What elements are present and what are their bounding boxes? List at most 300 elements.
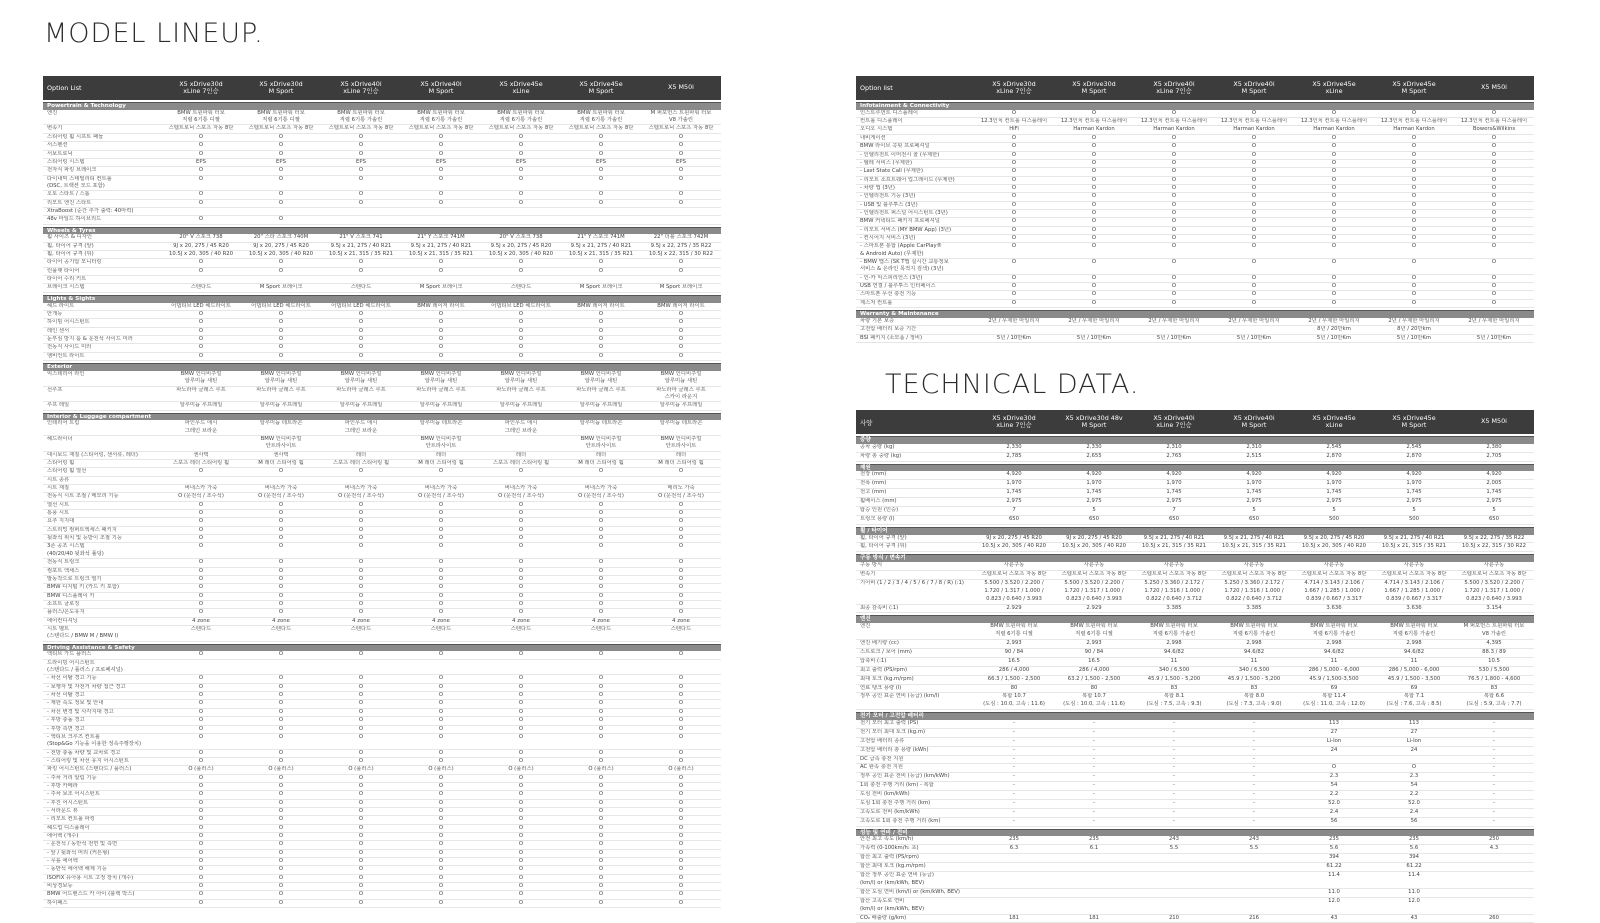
row-value: O [198,824,204,831]
row-label: 트렁크 용량 (l) [860,515,895,522]
row-value: O [438,510,444,517]
row-label: - 인텔리전트 이머전시 콜 (무제한) [860,151,940,158]
row-label: 변속기 [47,125,63,132]
row-value: O [518,167,524,174]
row-value: O [1251,143,1257,150]
row-value: O [358,899,364,906]
row-value: O [198,352,204,359]
row-value: O [1251,159,1257,166]
row-value: O [358,725,364,732]
row-value: - [1093,782,1095,789]
row-value: O [518,700,524,707]
row-value: BMW 트윈파워 터보 직렬 6기통 디젤 [1070,623,1118,638]
table-row [856,756,1534,765]
row-value: - [1493,791,1495,798]
row-value: 20" V 스포크 738 [499,234,543,241]
row-value: O [1171,151,1177,158]
row-value: O [438,733,444,740]
table-row [856,685,1534,694]
row-value: 복합 6.6 (도심 : 5.9, 고속 : 7.7) [1466,693,1522,708]
row-value: O [598,142,604,149]
row-value: O [598,791,604,798]
row-value: 4,920 [1006,471,1022,478]
row-value: 5년 / 10만Km [1156,334,1192,341]
table-row [856,126,1534,134]
row-value: O [198,749,204,756]
row-value: O [678,799,684,806]
row-value: O [358,891,364,898]
row-value: 3.636 [1326,604,1342,611]
lineup-table-right [856,76,1534,343]
row-value: 9.5J x 21, 275 / 40 R21 [570,242,632,249]
row-value [161,477,241,484]
row-label: 고전압 배터리 보증 기간 [860,326,917,333]
row-label: - 후진 어시스턴트 [47,799,89,806]
row-value: O [198,526,204,533]
row-label: 고전압 배터리 종류 [860,737,905,744]
row-value: O [1251,226,1257,233]
row-value: O [1011,168,1017,175]
row-value: O [438,526,444,533]
row-value: 5.5 [1169,845,1179,852]
row-value: O [198,700,204,707]
row-value: O [198,216,204,223]
table-row [43,527,721,535]
row-value: 9J x 20, 275 / 45 R20 [173,242,229,249]
row-value: - [1173,719,1175,726]
row-value: O [278,352,284,359]
row-value: O [438,501,444,508]
row-value: O [438,335,444,342]
header-model: X5 xDrive30d 48v M Sport [1065,413,1123,429]
row-value: O [598,874,604,881]
row-value: O [358,782,364,789]
row-value: O [598,849,604,856]
row-value: O [438,858,444,864]
row-value: O [1171,243,1177,250]
row-label: 차량 기본 보증 [860,317,895,324]
row-label: 플러스/온도유지 [47,609,85,616]
row-value: 7 [1012,506,1016,513]
row-value: O [198,717,204,724]
row-value: 11.4 [1328,872,1340,879]
row-value: O [1171,201,1177,208]
row-value: O [438,692,444,699]
row-value: O [438,757,444,764]
row-value: O [1091,184,1097,191]
row-value: O [598,133,604,140]
row-value [561,208,641,215]
row-value: O [198,692,204,699]
row-value [481,216,561,223]
row-value: O [1171,168,1177,175]
row-value: 1,970 [1406,480,1422,487]
row-value: O [358,526,364,533]
row-label: - BMW 맵스 (SK T맵 실시간 교통정보 서비스 & 온라인 목적지 검색) (3년) [860,258,949,273]
row-value: M 레더 스티어링 휠 [658,460,704,467]
row-value: 2,975 [1326,498,1342,505]
row-value: O [1171,143,1177,150]
row-label: 통풍 시트 [47,510,70,517]
row-value: 10.5J x 20, 305 / 40 R20 [981,543,1047,550]
row-value: 1,745 [1326,489,1342,496]
row-value: 235 [1408,836,1420,843]
row-label: - 텔레 서비스 (무제한) [860,159,913,166]
row-value: 45.9 / 1,500 - 3,500 [1387,675,1441,682]
row-value: O [358,543,364,550]
row-value: 2,870 [1406,452,1422,459]
row-value: O [198,535,204,542]
row-value: 11 [1330,657,1338,664]
row-value: O [1171,134,1177,141]
row-value: O [278,757,284,764]
row-value: O [518,883,524,890]
row-value: 스탠다드 [190,284,212,291]
row-value: O [598,774,604,781]
row-label: 탑승 인원 (인승) [860,506,899,513]
row-value: - [1173,808,1175,815]
row-value: O [278,518,284,525]
row-value: - [1093,808,1095,815]
row-value: 1,970 [1246,480,1262,487]
row-value: 12.3인치 컨트롤 디스플레이 [980,118,1048,125]
row-value: 4 zone [672,617,690,624]
row-value: O [1011,243,1017,250]
row-label: 제스처 컨트롤 [860,299,893,306]
row-value [481,436,561,451]
row-value: 10.5 [1488,657,1500,664]
row-value: O [198,344,204,351]
row-value: O [278,319,284,326]
row-value: O [678,575,684,582]
row-label: - 보행자 및 자전거 차량 접근 경고 [47,683,126,690]
row-value: O [358,468,364,475]
section-title: Exterior [43,363,721,371]
row-value: O [358,675,364,682]
row-value: O [438,352,444,359]
row-value: O [598,526,604,533]
row-value: O [198,782,204,789]
row-value: O [438,725,444,732]
row-value: O [518,526,524,533]
row-value [401,216,481,223]
table-row [856,152,1534,160]
row-value: - [1493,817,1495,824]
table-row [43,216,721,224]
row-value: O [678,501,684,508]
row-value: O [678,774,684,781]
row-value: O [518,142,524,149]
row-label: 변속기 [860,570,876,577]
row-value: O [1411,176,1417,183]
row-value: - [1013,764,1015,771]
row-value: - [1013,800,1015,806]
row-value: O [358,692,364,699]
row-value: 5 [1332,506,1336,513]
section-title: 전기 모터 / 고전압 배터리 [856,712,1534,720]
row-label: 브레이크 시스템 [47,284,85,291]
row-value: O [1411,258,1417,265]
row-label: AC 완속 충전 지원 [860,764,903,771]
row-value: O [278,883,284,890]
row-value: O [278,600,284,607]
row-value: 61.22 [1326,863,1342,870]
row-label: 액티브 가드 플러스 [47,651,92,658]
row-value: - [1093,737,1095,744]
row-value: O [598,609,604,616]
row-value: 90 / 84 [1004,648,1024,655]
row-label: 내비게이션 [860,134,886,141]
row-value: O [598,199,604,206]
row-value: 스탠다드 [350,284,372,291]
row-value: O [678,841,684,848]
table-row [43,825,721,833]
row-value: 10.5J x 20, 305 / 40 R20 [248,251,314,258]
row-value: HiFi [1009,126,1019,133]
row-value: 알루미늄 루프레일 [179,402,223,409]
row-label: 전폭 (mm) [860,480,887,487]
row-label: - 후방 카메라 [47,782,78,789]
row-value: Bowers&Wilkins [1472,126,1516,133]
row-value: O [518,866,524,873]
row-value: 8년 / 20만km [1317,326,1351,333]
row-label: 연료 탱크 용량 (l) [860,684,902,691]
row-value: O [598,651,604,658]
table-row [43,151,721,159]
header-model: X5 xDrive30d xLine 7인승 [992,413,1036,429]
row-value: O [518,501,524,508]
row-label: 스마트폰 무선 충전 기능 [860,291,917,298]
row-label: ISOFIX 유아용 시트 고정 장치 (개수) [47,874,134,881]
row-value: O [678,717,684,724]
table-row [43,468,721,476]
row-value [641,208,721,215]
row-value: O [678,310,684,317]
row-value: 스텝트로닉 스포츠 자동 8단 [488,125,554,132]
row-value: O [358,327,364,334]
table-row [856,235,1534,243]
row-value: O [678,327,684,334]
table-row [43,284,721,292]
row-value: O [1331,176,1337,183]
row-value: O [1251,109,1257,116]
header-model: X5 xDrive40i xLine 7인승 [340,79,382,95]
row-value: O [278,510,284,517]
row-value: 52.0 [1328,800,1340,806]
row-value: O [1491,134,1497,141]
row-value: O [1491,218,1497,225]
row-value: O [278,609,284,616]
row-value: O [678,891,684,898]
row-label: 스티어링 휠 열선 [47,468,87,475]
table-row [856,729,1534,738]
table-row [43,493,721,501]
row-value: O [438,791,444,798]
row-value: 2,330 [1086,443,1102,450]
row-value: O [278,675,284,682]
row-value: 스탠다드 [430,625,452,632]
row-label: BMW 디지털 키 (카드 키 포함) [47,584,120,591]
table-row [43,276,721,284]
row-label: 엔진 [860,623,871,630]
row-value: O [278,849,284,856]
row-value: O [438,319,444,326]
row-value: O [598,858,604,864]
row-value: O [598,683,604,690]
table-row [43,783,721,791]
row-value: O [278,575,284,582]
section-title: Wheels & Tyres [43,227,721,235]
row-value: O [598,807,604,814]
row-value: 9J x 20, 275 / 45 R20 [1066,534,1122,541]
row-value: O [1491,274,1497,281]
row-value: 9J x 20, 275 / 45 R20 [253,242,309,249]
row-value: O [438,774,444,781]
row-label: - 리모트 소프트웨어 업그레이드 (무제한) [860,176,955,183]
row-value: 650 [1248,515,1260,522]
row-value: 286 / 5,000 - 6,000 [1308,666,1360,673]
row-value: O [1171,159,1177,166]
table-row [856,863,1534,872]
row-value: O [518,733,524,740]
row-value: O [198,725,204,732]
row-label: BMW 라이브 콕핏 프로페셔널 [860,143,930,150]
row-value: O [678,199,684,206]
row-value: O [1251,209,1257,216]
row-value: O [1331,193,1337,200]
row-value: O [518,749,524,756]
row-value: O [518,600,524,607]
row-value: 5.6 [1329,845,1339,852]
row-value [1134,854,1214,862]
row-value: O [198,510,204,517]
row-value: - [1173,746,1175,753]
table-row [43,502,721,510]
row-value: O [598,335,604,342]
row-label: - 후방 측면 경고 [47,725,85,732]
row-value: 사륜구동 [1003,562,1025,569]
row-value: O [678,832,684,839]
row-value: 5.500 / 3.520 / 2.200 / 1.720 / 1.317 / 1.000 / 0.823 / 0.640 / 3.993 [1464,579,1524,602]
row-value: - [1253,728,1255,735]
row-value: O [518,609,524,616]
row-value: O [1331,184,1337,191]
row-value: 레더 [515,451,527,458]
row-value: O [1091,143,1097,150]
row-value: O [1331,226,1337,233]
row-value: 파노라마 글래스 루프 [336,386,386,393]
row-value: 5.250 / 3.360 / 2.172 / 1.720 / 1.316 / 1.000 / 0.822 / 0.640 / 3.712 [1144,579,1204,602]
row-value: 4,920 [1326,471,1342,478]
row-value: BMW 인디비주얼 알루미늄 새틴 [180,370,222,385]
row-label: 대시보드 재질 (스티어링, 센서류, 레더) [47,451,138,458]
row-value: O [598,816,604,823]
row-value: 11 [1410,657,1418,664]
row-value: O [1331,218,1337,225]
row-value: 10.5J x 21, 315 / 35 R21 [328,251,394,258]
row-label: 고전압 배터리 총 용량 (kWh) [860,746,929,753]
row-value: O [518,510,524,517]
row-value: O [438,310,444,317]
section-title: 성능 및 연비 / 전비 [856,829,1534,837]
table-header [43,76,721,100]
row-value: O [678,191,684,198]
row-value: 1,745 [1486,489,1502,496]
row-value: O [598,518,604,525]
row-label: 전고 (mm) [860,489,887,496]
row-value: O [438,543,444,550]
row-value: 216 [1248,914,1260,921]
row-value: O [678,150,684,157]
row-value [401,660,481,675]
row-value: 스텝트로닉 스포츠 자동 8단 [168,125,234,132]
row-value [481,660,561,675]
row-value: M 퍼포먼스 트윈파워 터보 V8 가솔린 [1463,623,1525,638]
row-value: O [358,175,364,182]
row-value: O [598,757,604,764]
row-value: O [198,191,204,198]
row-value: 394 [1408,854,1420,861]
row-value: 2년 / 무제한 마일리지 [1468,317,1520,324]
row-value: Li-Ion [1406,737,1422,744]
row-value: O [198,267,204,274]
row-label: - 제한 속도 정보 및 안내 [47,700,104,707]
row-value: O [518,791,524,798]
row-value: M Sport 브레이크 [579,284,623,291]
row-value [161,660,241,675]
row-value: O [1251,218,1257,225]
row-label: - USB 및 블루투스 (3년) [860,201,918,208]
table-row [43,593,721,601]
row-value: O [198,858,204,864]
row-value: O [598,535,604,542]
row-value: BMW 인디비주얼 알루미늄 새틴 [260,370,302,385]
row-label: 공차 중량 (kg) [860,443,895,450]
row-value [1374,756,1454,764]
row-value: O [278,327,284,334]
row-label: 휠, 타이어 규격 (뒤) [47,251,94,258]
row-value: O [278,708,284,715]
row-value: 10.5J x 22, 315 / 30 R22 [648,251,714,258]
row-value: - [1093,791,1095,798]
row-value: O [278,344,284,351]
lineup-table-left [43,76,721,908]
row-value: O [518,259,524,266]
row-value: O [1251,283,1257,290]
header-label: Option list [860,84,893,92]
row-value: 스탠다드 [510,625,532,632]
row-value: 9.5J x 21, 275 / 40 R21 [1383,534,1445,541]
table-row [856,738,1534,747]
row-value: 11 [1250,657,1258,664]
row-value: O [358,600,364,607]
row-value [1454,326,1534,333]
row-value: O [278,866,284,873]
row-value: O [678,874,684,881]
row-value: 버내스카 가죽 [264,485,298,492]
row-value: 1,745 [1086,489,1102,496]
row-value: - [1013,719,1015,726]
row-value: O [1411,201,1417,208]
table-row [43,709,721,717]
table-row [856,489,1534,498]
row-value: O [678,824,684,831]
row-value: - [1253,791,1255,798]
row-value: O [1331,258,1337,265]
row-value: O [1491,168,1497,175]
row-value: 20" V 스포크 738 [179,234,223,241]
row-value: 2,975 [1006,498,1022,505]
